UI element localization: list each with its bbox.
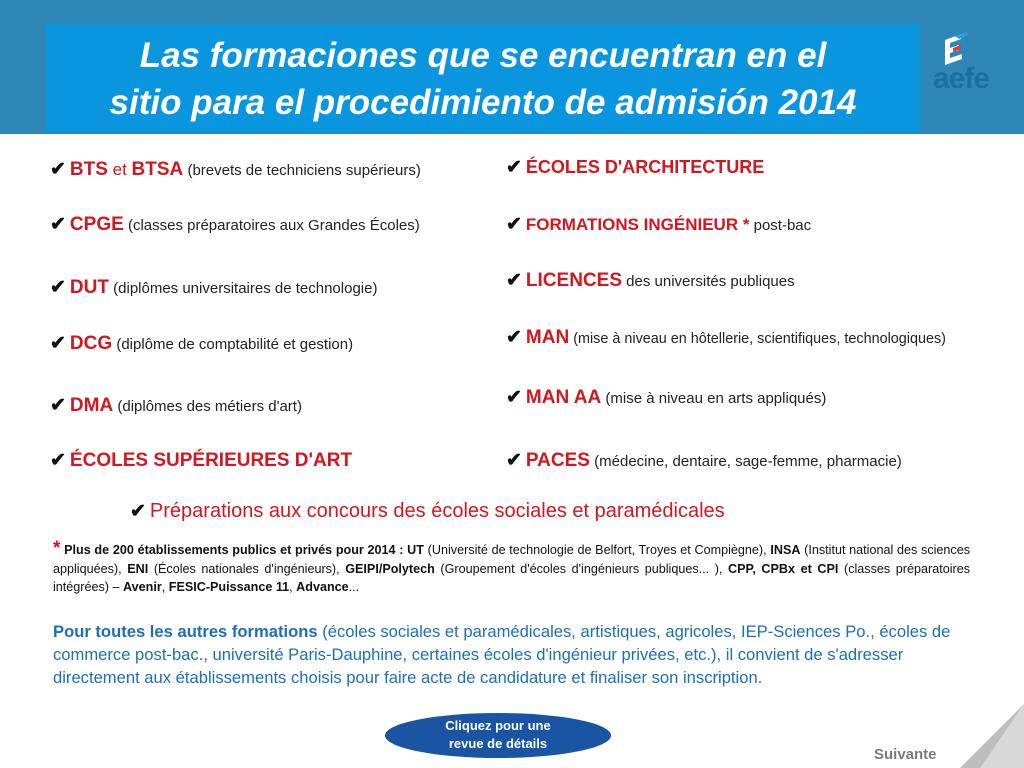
list-item-dut	[50, 276, 377, 299]
footnote-star: *	[53, 538, 61, 559]
item-desc: (médecine, dentaire, sage-femme, pharmacie)	[589, 453, 902, 470]
checkmark-icon: ✔	[50, 333, 66, 354]
item-label: DUT	[69, 277, 109, 298]
item-label: Préparations aux concours des écoles sociales et paramédicales	[149, 500, 725, 522]
item-label: MAN AA	[525, 387, 602, 408]
list-item-licences	[506, 269, 795, 292]
note-part: ENI	[127, 561, 149, 576]
note-part: GEIPI/Polytech	[345, 561, 435, 576]
item-desc: (brevets de techniciens supérieurs)	[183, 162, 421, 179]
item-label: DMA	[69, 395, 114, 416]
checkmark-icon: ✔	[50, 214, 66, 235]
list-item-cpge	[50, 213, 420, 236]
item-label: CPGE	[69, 214, 124, 235]
list-item-man-aa	[506, 386, 826, 409]
other-formations-text	[53, 620, 953, 689]
checkmark-icon: ✔	[50, 450, 66, 471]
item-label: LICENCES	[525, 270, 622, 291]
checkmark-icon: ✔	[506, 387, 522, 408]
note-part: Plus de 200 établissements publics et privés pour 2014 : UT	[64, 543, 424, 557]
title-line-1: Las formaciones que se encuentran en el	[139, 36, 827, 75]
checkmark-icon: ✔	[50, 159, 66, 180]
list-item-ecoles-art	[50, 449, 352, 472]
details-button[interactable]	[385, 713, 611, 758]
list-item-ingenieur	[506, 213, 811, 236]
checkmark-icon: ✔	[506, 214, 522, 235]
note-part: Avenir	[123, 580, 162, 594]
item-label: FORMATIONS INGÉNIEUR *	[525, 215, 750, 234]
item-label: ÉCOLES SUPÉRIEURES D'ART	[69, 450, 353, 471]
note-part: FESIC-Puissance 11	[168, 580, 290, 594]
item-label-2: BTSA	[131, 159, 184, 180]
item-label: MAN	[525, 327, 570, 348]
checkmark-icon: ✔	[50, 395, 66, 416]
checkmark-icon: ✔	[50, 277, 66, 298]
item-label: DCG	[69, 333, 113, 354]
other-rest: (écoles sociales et paramédicales, artistiques, agricoles, IEP-Sciences Po., écoles de commerce post-bac., université Paris-Dauphine, certaines écoles d'ingénieur privées, etc.), il convient de s'adresser directement aux établissements choisis pour faire acte de candidature et finaliser son inscription.	[53, 622, 951, 687]
item-label-joiner: et	[107, 160, 132, 179]
note-part: (Groupement d'écoles d'ingénieurs publiques... ),	[434, 561, 729, 576]
item-desc: post-bac	[749, 217, 812, 234]
checkmark-icon: ✔	[506, 270, 522, 291]
list-item-man	[506, 326, 946, 349]
list-item-dma	[50, 394, 302, 417]
note-part: Advance	[296, 580, 349, 594]
item-label: ÉCOLES D'ARCHITECTURE	[525, 157, 765, 177]
list-item-preparations	[130, 500, 725, 523]
list-item-paces	[506, 449, 902, 472]
next-link[interactable]: Suivante	[874, 746, 937, 763]
item-desc: (diplômes universitaires de technologie)	[108, 280, 378, 297]
list-item-bts	[50, 158, 421, 181]
item-desc: (mise à niveau en arts appliqués)	[601, 390, 827, 407]
item-desc: (classes préparatoires aux Grandes Écoles)	[123, 217, 420, 234]
note-part: ,	[161, 580, 169, 594]
note-part: CPP, CPBx et CPI	[728, 561, 839, 576]
note-part: ...	[348, 580, 360, 594]
details-button-line1: Cliquez pour une	[445, 718, 551, 733]
note-part: (Université de technologie de Belfort, Troyes et Compiègne),	[423, 543, 771, 557]
checkmark-icon: ✔	[506, 450, 522, 471]
title-box	[46, 24, 920, 132]
item-desc: des universités publiques	[622, 273, 795, 290]
checkmark-icon: ✔	[506, 157, 522, 178]
page-curl-icon[interactable]	[960, 704, 1024, 768]
aefe-logo-text: aefe	[933, 62, 990, 95]
item-desc: (diplômes des métiers d'art)	[113, 398, 302, 415]
note-part: (Écoles nationales d'ingénieurs),	[148, 561, 346, 576]
note-part: INSA	[770, 543, 801, 557]
header-bar	[0, 0, 1024, 134]
note-part: (Institut national des sciences appliquées),	[53, 543, 971, 576]
item-desc: (mise à niveau en hôtellerie, scientifiques, technologiques)	[569, 331, 946, 347]
note-part: (classes préparatoires intégrées) –	[53, 561, 970, 594]
item-desc: (diplôme de comptabilité et gestion)	[112, 336, 354, 353]
checkmark-icon: ✔	[506, 327, 522, 348]
note-part: ,	[289, 580, 297, 594]
list-item-architecture	[506, 156, 764, 179]
details-button-line2: revue de détails	[448, 736, 548, 751]
list-item-dcg	[50, 332, 353, 355]
item-label: BTS	[69, 159, 108, 180]
page-title	[46, 32, 920, 126]
other-bold: Pour toutes les autres formations	[53, 622, 318, 641]
footnote	[53, 540, 970, 597]
title-line-2: sitio para el procedimiento de admisión 2014	[109, 83, 857, 122]
checkmark-icon: ✔	[130, 501, 146, 522]
item-label: PACES	[525, 450, 590, 471]
